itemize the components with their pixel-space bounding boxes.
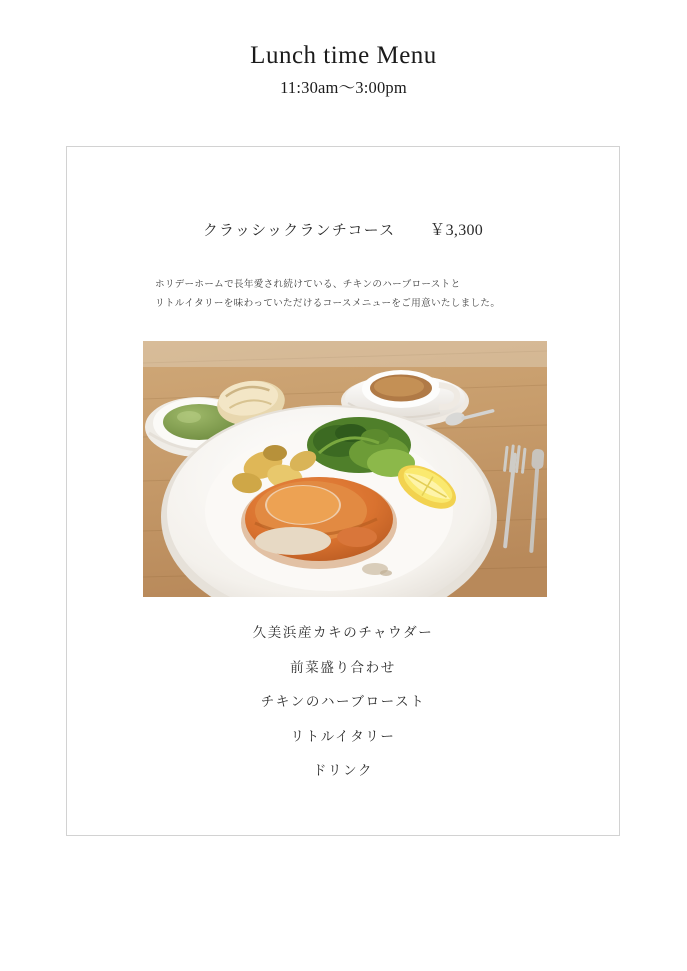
list-item: チキンのハーブロースト <box>260 694 426 710</box>
page-title: Lunch time Menu <box>250 42 437 69</box>
course-description-line-2: リトルイタリーを味わっていただけるコースメニューをご用意いたしました。 <box>155 298 501 310</box>
list-item: ドリンク <box>312 763 374 779</box>
course-heading <box>67 217 619 240</box>
service-hours: 11:30am～3:00pm <box>280 78 407 98</box>
course-description <box>155 275 555 313</box>
dish-photo <box>143 341 547 597</box>
course-price: ￥3,300 <box>429 222 484 239</box>
course-description-line-1: ホリデーホームで長年愛され続けている、チキンのハーブローストと <box>155 279 461 290</box>
menu-card <box>66 146 620 836</box>
page-header <box>0 40 687 98</box>
list-item: 前菜盛り合わせ <box>290 659 396 676</box>
course-title: クラッシックランチコース <box>202 221 396 239</box>
list-item: リトルイタリー <box>290 728 396 745</box>
list-item: 久美浜産カキのチャウダー <box>252 625 434 641</box>
course-list <box>67 627 619 779</box>
